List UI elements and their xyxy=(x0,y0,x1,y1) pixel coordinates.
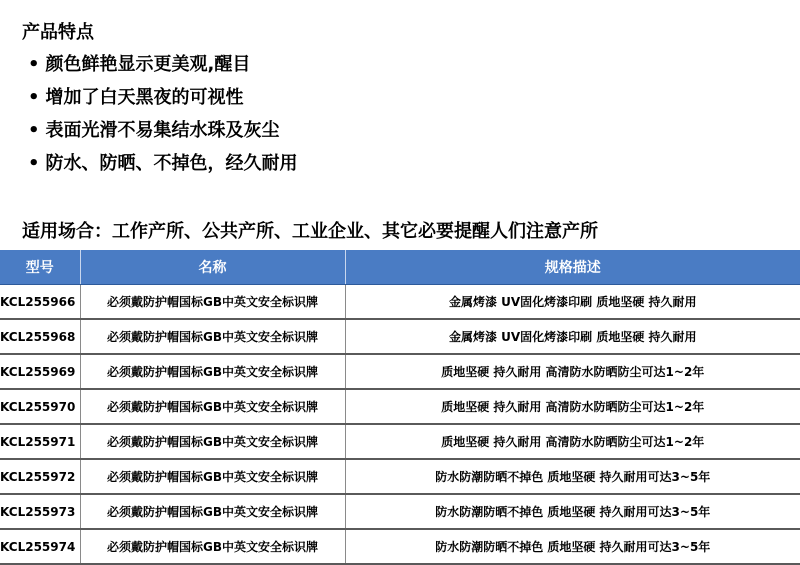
header-model: 型号 xyxy=(0,250,80,285)
feature-item xyxy=(22,81,298,114)
table-header-row xyxy=(0,250,800,285)
cell-name: 必须戴防护帽国标GB中英文安全标识牌 xyxy=(80,494,345,529)
header-name: 名称 xyxy=(80,250,345,285)
table-row xyxy=(0,285,800,320)
usage-scenarios: 适用场合：工作产所、公共产所、工业企业、其它必要提醒人们注意产所 xyxy=(22,221,598,242)
features-title: 产品特点 xyxy=(22,22,94,43)
feature-item xyxy=(22,147,298,180)
cell-spec: 防水防潮防晒不掉色 质地坚硬 持久耐用可达3~5年 xyxy=(345,459,800,494)
cell-name: 必须戴防护帽国标GB中英文安全标识牌 xyxy=(80,319,345,354)
bullet-icon: • xyxy=(28,120,40,141)
table-row xyxy=(0,494,800,529)
cell-name: 必须戴防护帽国标GB中英文安全标识牌 xyxy=(80,354,345,389)
bullet-icon: • xyxy=(28,87,40,108)
cell-model: KCL255968 xyxy=(0,319,80,354)
bullet-icon: • xyxy=(28,54,40,75)
cell-model: KCL255969 xyxy=(0,354,80,389)
cell-model: KCL255966 xyxy=(0,285,80,320)
cell-model: KCL255971 xyxy=(0,424,80,459)
feature-text: 表面光滑不易集结水珠及灰尘 xyxy=(45,120,280,141)
table-row xyxy=(0,459,800,494)
feature-item xyxy=(22,48,298,81)
cell-spec: 质地坚硬 持久耐用 高清防水防晒防尘可达1~2年 xyxy=(345,354,800,389)
cell-name: 必须戴防护帽国标GB中英文安全标识牌 xyxy=(80,424,345,459)
table-row xyxy=(0,319,800,354)
cell-model: KCL255974 xyxy=(0,529,80,564)
cell-spec: 质地坚硬 持久耐用 高清防水防晒防尘可达1~2年 xyxy=(345,389,800,424)
cell-spec: 防水防潮防晒不掉色 质地坚硬 持久耐用可达3~5年 xyxy=(345,529,800,564)
spec-table xyxy=(0,250,800,565)
cell-name: 必须戴防护帽国标GB中英文安全标识牌 xyxy=(80,459,345,494)
header-spec: 规格描述 xyxy=(345,250,800,285)
bullet-icon: • xyxy=(28,153,40,174)
feature-list xyxy=(22,48,298,180)
cell-spec: 金属烤漆 UV固化烤漆印刷 质地坚硬 持久耐用 xyxy=(345,319,800,354)
feature-text: 颜色鲜艳显示更美观,醒目 xyxy=(45,54,251,75)
table-row xyxy=(0,424,800,459)
cell-name: 必须戴防护帽国标GB中英文安全标识牌 xyxy=(80,529,345,564)
cell-spec: 防水防潮防晒不掉色 质地坚硬 持久耐用可达3~5年 xyxy=(345,494,800,529)
cell-model: KCL255972 xyxy=(0,459,80,494)
feature-text: 增加了白天黑夜的可视性 xyxy=(45,87,244,108)
product-features xyxy=(22,18,298,180)
cell-name: 必须戴防护帽国标GB中英文安全标识牌 xyxy=(80,285,345,320)
cell-model: KCL255970 xyxy=(0,389,80,424)
feature-text: 防水、防晒、不掉色，经久耐用 xyxy=(45,153,298,174)
cell-model: KCL255973 xyxy=(0,494,80,529)
cell-name: 必须戴防护帽国标GB中英文安全标识牌 xyxy=(80,389,345,424)
table-row xyxy=(0,354,800,389)
table-row xyxy=(0,529,800,564)
cell-spec: 金属烤漆 UV固化烤漆印刷 质地坚硬 持久耐用 xyxy=(345,285,800,320)
feature-item xyxy=(22,114,298,147)
cell-spec: 质地坚硬 持久耐用 高清防水防晒防尘可达1~2年 xyxy=(345,424,800,459)
table-row xyxy=(0,389,800,424)
